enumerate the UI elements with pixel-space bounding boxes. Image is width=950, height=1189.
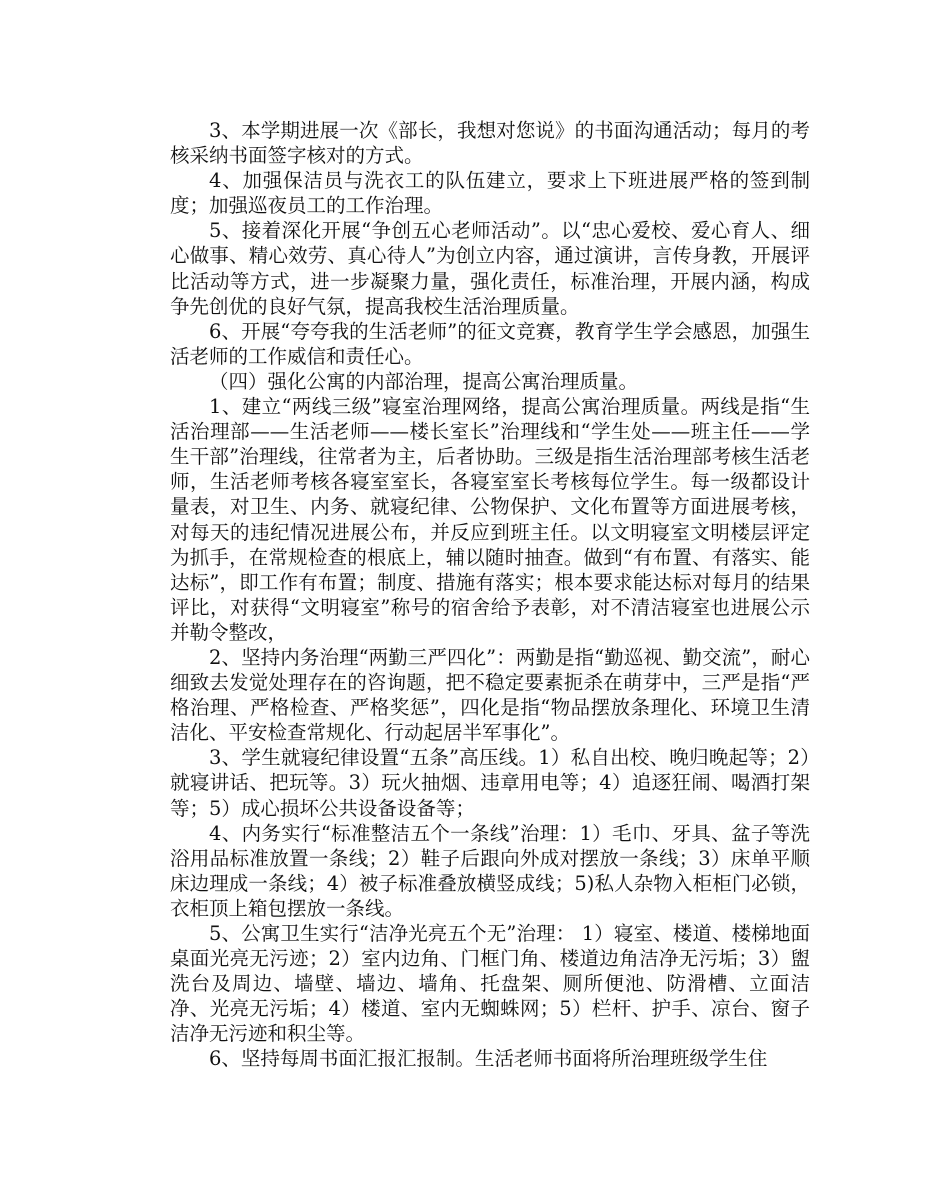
paragraph-item-3-sleep-discipline: 3、学生就寝纪律设置“五条”高压线。1）私自出校、晚归晚起等；2）就寝讲话、把玩等。3）玩火抽烟、违章用电等；4）追逐狂闹、喝酒打架等；5）成心损坏公共设备设备等； — [170, 746, 810, 820]
paragraph-item-5-hygiene: 5、公寓卫生实行“洁净光亮五个无”治理： 1）寝室、楼道、楼梯地面桌面光亮无污迹；2）室内边角、门框门角、楼道边角洁净无污垢；3）盥洗台及周边、墙壁、墙边、墙角、托盘架、厕所便池、防滑槽、立面洁净、光亮无污垢；4）楼道、室内无蜘蛛网；5）栏杆、护手、凉台、窗子洁净无污迹和积尘等。 — [170, 922, 810, 1046]
paragraph-item-3-monthly-communication: 3、本学期进展一次《部长，我想对您说》的书面沟通活动；每月的考核采纳书面签字核对的方式。 — [170, 119, 810, 168]
paragraph-item-5-five-hearts: 5、接着深化开展“争创五心老师活动”。以“忠心爱校、爱心育人、细心做事、精心效劳、真心待人”为创立内容，通过演讲，言传身教，开展评比活动等方式，进一步凝聚力量，强化责任，标准治理，开展内涵，构成争先创优的良好气氛，提高我校生活治理质量。 — [170, 219, 810, 318]
paragraph-item-4-tidiness-lines: 4、内务实行“标准整洁五个一条线”治理：1）毛巾、牙具、盆子等洗浴用品标准放置一条线；2）鞋子后跟向外成对摆放一条线；3）床单平顺床边理成一条线；4）被子标准叠放横竖成线；5)私人杂物入柜柜门必锁，衣柜顶上箱包摆放一条线。 — [170, 821, 810, 920]
paragraph-item-4-cleaning-staff: 4、加强保洁员与洗衣工的队伍建立，要求上下班进展严格的签到制度；加强巡夜员工的工作治理。 — [170, 169, 810, 218]
paragraph-item-6-weekly-report: 6、坚持每周书面汇报汇报制。生活老师书面将所治理班级学生住 — [209, 1047, 768, 1071]
document-body — [170, 118, 810, 1072]
paragraph-item-2-internal-affairs: 2、坚持内务治理“两勤三严四化”：两勤是指“勤巡视、勤交流”，耐心细致去发觉处理存在的咨询题，把不稳定要素扼杀在萌芽中，三严是指“严格治理、严格检查、严格奖惩”，四化是指“物品摆放条理化、环境卫生清洁化、平安检查常规化、行动起居半军事化”。 — [170, 645, 810, 745]
section-heading-4: （四）强化公寓的内部治理，提高公寓治理质量。 — [209, 369, 639, 393]
paragraph-item-6-essay-contest: 6、开展“夸夸我的生活老师”的征文竞赛，教育学生学会感恩，加强生活老师的工作威信和责任心。 — [170, 319, 810, 368]
paragraph-item-1-two-lines-three-levels: 1、建立“两线三级”寝室治理网络，提高公寓治理质量。两线是指“生活治理部——生活老师——楼长室长”治理线和“学生处——班主任——学生干部”治理线，往常者为主，后者协助。三级是指生活治理部考核生活老师，生活老师考核各寝室室长，各寝室室长考核每位学生。每一级都设计量表，对卫生、内务、就寝纪律、公物保护、文化布置等方面进展考核，对每天的违纪情况进展公布，并反应到班主任。以文明寝室文明楼层评定为抓手，在常规检查的根底上，辅以随时抽查。做到“有布置、有落实、能达标”，即工作有布置；制度、措施有落实；根本要求能达标对每月的结果评比，对获得“文明寝室”称号的宿舍给予表彰，对不清洁寝室也进展公示并勒令整改， — [170, 395, 810, 644]
